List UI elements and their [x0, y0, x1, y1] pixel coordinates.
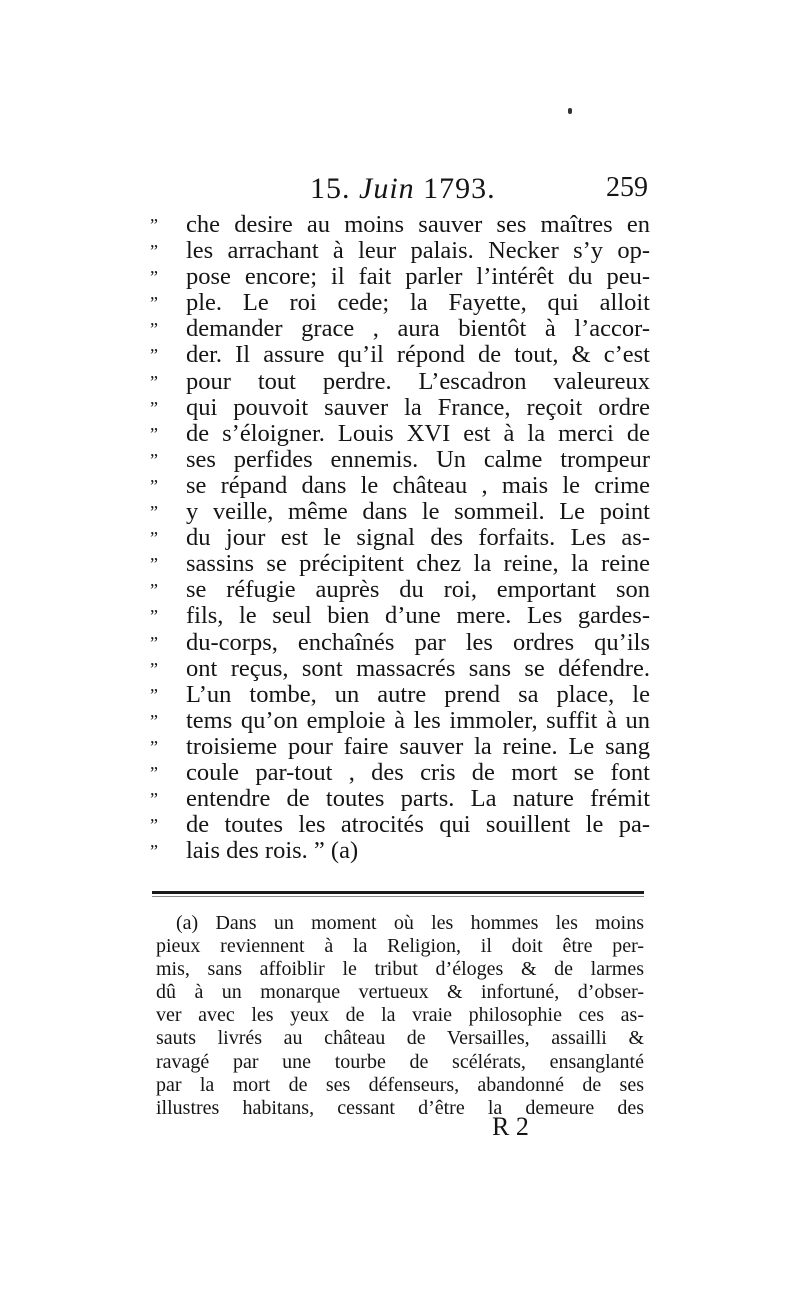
footnote-line: ver avec les yeux de la vraie philosophie ces as- [156, 1004, 644, 1027]
quote-mark: ” [150, 267, 158, 288]
footnote-rule-shadow [152, 896, 644, 897]
line-text: pose encore; il fait parler l’intérêt du peu- [186, 263, 650, 291]
quote-mark: ” [150, 241, 158, 262]
line-text: ses perfides ennemis. Un calme trompeur [186, 445, 650, 473]
text-line [150, 499, 650, 525]
text-line [150, 238, 650, 264]
quote-mark: ” [150, 580, 158, 601]
line-text: de toutes les atrocités qui souillent le pa- [186, 811, 650, 839]
signature-mark: R 2 [492, 1112, 529, 1141]
page-header [150, 172, 650, 212]
line-text: demander grace , aura bientôt à l’accor- [186, 315, 650, 343]
text-line [150, 473, 650, 499]
quote-mark: ” [150, 841, 158, 862]
footnote-line: sauts livrés au château de Versailles, assailli & [156, 1027, 644, 1050]
line-text: pour tout perdre. L’escadron valeureux [186, 367, 650, 395]
text-line [150, 656, 650, 682]
text-line [150, 447, 650, 473]
line-text: y veille, même dans le sommeil. Le point [186, 498, 650, 526]
quote-mark: ” [150, 215, 158, 235]
footnote-line: par la mort de ses défenseurs, abandonné de ses [156, 1073, 644, 1096]
quote-mark: ” [150, 345, 158, 366]
quote-mark: ” [150, 815, 158, 836]
quote-mark: ” [150, 684, 158, 705]
footnote-line: dû à un monarque vertueux & infortuné, d’obser- [156, 981, 644, 1004]
quote-mark: ” [150, 449, 158, 470]
line-text: lais des rois. ” (a) [186, 837, 359, 865]
quote-mark: ” [150, 710, 158, 731]
footnote [156, 912, 644, 1120]
running-title [310, 172, 496, 206]
quote-mark: ” [150, 371, 158, 392]
text-line [150, 577, 650, 603]
line-text: troisieme pour faire sauver la reine. Le sang [186, 732, 650, 760]
line-text: les arrachant à leur palais. Necker s’y op- [186, 237, 650, 265]
quote-mark: ” [150, 554, 158, 575]
text-line [150, 316, 650, 342]
line-text: du-corps, enchaînés par les ordres qu’ils [186, 628, 650, 656]
line-text: se répand dans le château , mais le crime [186, 471, 650, 499]
line-text: fils, le seul bien d’une mere. Les gardes- [186, 602, 650, 630]
footnote-rule [152, 891, 644, 894]
line-text: entendre de toutes parts. La nature frémit [186, 785, 650, 813]
footnote-line: ravagé par une tourbe de scélérats, ensanglanté [156, 1050, 644, 1073]
line-text: qui pouvoit sauver la France, reçoit ordre [186, 393, 650, 421]
quote-mark: ” [150, 475, 158, 496]
line-text: tems qu’on emploie à les immoler, suffit à un [186, 706, 650, 734]
text-line [150, 342, 650, 368]
text-line [150, 290, 650, 316]
text-line [150, 369, 650, 395]
text-line [150, 603, 650, 629]
text-line [150, 760, 650, 786]
text-line [150, 734, 650, 760]
text-line [150, 682, 650, 708]
text-line [150, 838, 650, 864]
quote-mark: ” [150, 397, 158, 418]
quote-mark: ” [150, 502, 158, 523]
text-line [150, 630, 650, 656]
text-line [150, 421, 650, 447]
main-text [150, 212, 650, 864]
text-line [150, 708, 650, 734]
line-text: L’un tombe, un autre prend sa place, le [186, 680, 650, 708]
header-date: 15. [310, 172, 351, 205]
line-text: che desire au moins sauver ses maîtres en [186, 211, 650, 238]
footnote-line: pieux reviennent à la Religion, il doit être per- [156, 935, 644, 958]
line-text: se réfugie auprès du roi, emportant son [186, 576, 650, 604]
text-line [150, 812, 650, 838]
quote-mark: ” [150, 632, 158, 653]
footnote-line: illustres habitans, cessant d’être la demeure des [156, 1096, 644, 1119]
footnote-line: mis, sans affoiblir le tribut d’éloges & de larmes [156, 958, 644, 981]
text-line [150, 395, 650, 421]
quote-mark: ” [150, 319, 158, 340]
quote-mark: ” [150, 528, 158, 549]
text-line [150, 551, 650, 577]
line-text: sassins se précipitent chez la reine, la reine [186, 550, 650, 578]
line-text: coule par-tout , des cris de mort se font [186, 758, 650, 786]
line-text: du jour est le signal des forfaits. Les as- [186, 524, 650, 552]
page-number: 259 [606, 172, 648, 203]
quote-mark: ” [150, 293, 158, 314]
quote-mark: ” [150, 736, 158, 757]
quote-mark: ” [150, 606, 158, 627]
quote-mark: ” [150, 658, 158, 679]
text-line [150, 786, 650, 812]
text-line [150, 212, 650, 238]
line-text: de s’éloigner. Louis XVI est à la merci de [186, 419, 650, 447]
header-year: 1793. [423, 172, 496, 205]
quote-mark: ” [150, 789, 158, 810]
header-month: Juin [359, 172, 415, 205]
ink-speck [568, 108, 572, 114]
quote-mark: ” [150, 762, 158, 783]
line-text: der. Il assure qu’il répond de tout, & c’est [186, 341, 650, 369]
text-line [150, 264, 650, 290]
line-text: ple. Le roi cede; la Fayette, qui alloit [186, 289, 650, 317]
text-line [150, 525, 650, 551]
line-text: ont reçus, sont massacrés sans se défendre. [186, 654, 650, 682]
footnote-line: (a) Dans un moment où les hommes les moins [176, 912, 644, 934]
quote-mark: ” [150, 423, 158, 444]
